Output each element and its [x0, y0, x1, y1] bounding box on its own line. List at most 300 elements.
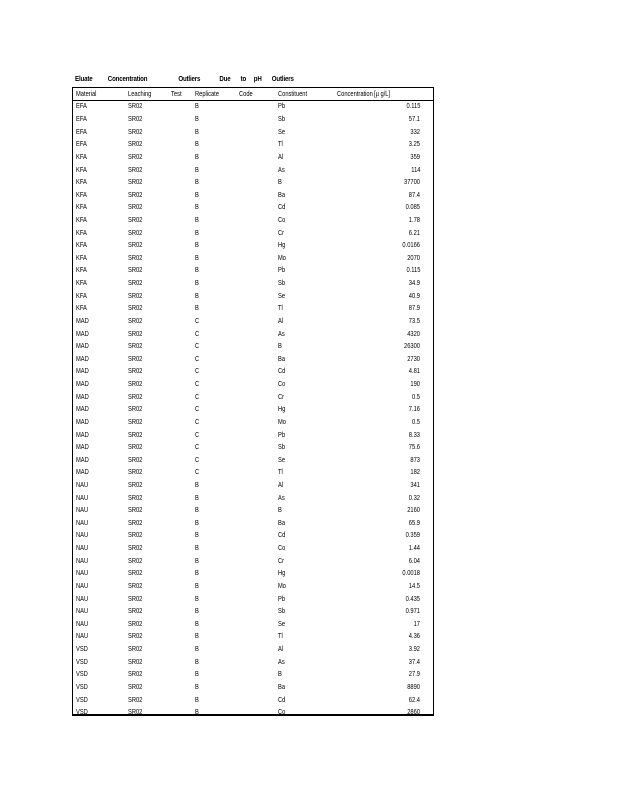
- cell-constituent: Tl: [278, 631, 283, 641]
- table-row: [73, 529, 433, 542]
- cell-material: NAU: [76, 631, 89, 641]
- cell-constituent: As: [278, 164, 285, 174]
- cell-constituent: Se: [278, 454, 286, 464]
- cell-constituent: Se: [278, 290, 286, 300]
- cell-constituent: Se: [278, 618, 286, 628]
- cell-concentration: 37700: [404, 177, 420, 187]
- cell-replicate: B: [195, 214, 199, 224]
- cell-concentration: 2160: [407, 505, 420, 515]
- cell-constituent: Al: [278, 315, 284, 325]
- cell-replicate: B: [195, 530, 199, 540]
- cell-material: NAU: [76, 618, 89, 628]
- cell-replicate: C: [195, 404, 200, 414]
- table-row: [73, 593, 433, 606]
- cell-constituent: Al: [278, 644, 284, 654]
- cell-concentration: 0.5: [412, 416, 420, 426]
- cell-replicate: C: [195, 416, 200, 426]
- cell-constituent: Pb: [278, 101, 286, 111]
- cell-concentration: 0.0166: [402, 240, 420, 250]
- cell-replicate: B: [195, 278, 199, 288]
- cell-material: NAU: [76, 517, 89, 527]
- cell-leaching-test: SR02: [128, 530, 143, 540]
- cell-concentration: 6.21: [408, 227, 420, 237]
- cell-leaching-test: SR02: [128, 391, 143, 401]
- cell-concentration: 4320: [407, 328, 420, 338]
- cell-leaching-test: SR02: [128, 454, 143, 464]
- cell-material: NAU: [76, 505, 89, 515]
- cell-concentration: 182: [410, 467, 420, 477]
- cell-concentration: 0.0018: [402, 568, 420, 578]
- cell-constituent: Mo: [278, 416, 286, 426]
- cell-material: KFA: [76, 240, 87, 250]
- table-row: [73, 580, 433, 593]
- cell-replicate: C: [195, 442, 200, 452]
- cell-replicate: B: [195, 656, 199, 666]
- table-row: [73, 214, 433, 227]
- cell-replicate: B: [195, 303, 199, 313]
- table-row: [73, 227, 433, 240]
- cell-material: KFA: [76, 202, 87, 212]
- table-row: [73, 201, 433, 214]
- cell-replicate: B: [195, 543, 199, 553]
- cell-material: KFA: [76, 303, 87, 313]
- cell-replicate: B: [195, 265, 199, 275]
- cell-material: NAU: [76, 593, 89, 603]
- cell-constituent: As: [278, 328, 285, 338]
- cell-leaching-test: SR02: [128, 442, 143, 452]
- cell-material: KFA: [76, 189, 87, 199]
- cell-leaching-test: SR02: [128, 656, 143, 666]
- cell-replicate: B: [195, 606, 199, 616]
- cell-material: KFA: [76, 290, 87, 300]
- table-row: [73, 277, 433, 290]
- table-row: [73, 429, 433, 442]
- table-row: [73, 315, 433, 328]
- table-row: [73, 365, 433, 378]
- cell-leaching-test: SR02: [128, 240, 143, 250]
- cell-concentration: 359: [410, 151, 420, 161]
- cell-material: KFA: [76, 278, 87, 288]
- title-to: to: [240, 74, 247, 83]
- cell-leaching-test: SR02: [128, 543, 143, 553]
- cell-material: MAD: [76, 366, 89, 376]
- cell-leaching-test: SR02: [128, 114, 143, 124]
- table-row: [73, 176, 433, 189]
- cell-replicate: B: [195, 669, 199, 679]
- cell-material: MAD: [76, 442, 89, 452]
- cell-concentration: 0.32: [408, 492, 420, 502]
- cell-leaching-test: SR02: [128, 353, 143, 363]
- cell-material: NAU: [76, 480, 89, 489]
- table-row: [73, 113, 433, 126]
- cell-leaching-test: SR02: [128, 618, 143, 628]
- table-row: [73, 151, 433, 164]
- cell-leaching-test: SR02: [128, 517, 143, 527]
- cell-replicate: B: [195, 151, 199, 161]
- table-row: [73, 239, 433, 252]
- cell-material: VSD: [76, 694, 88, 704]
- cell-constituent: Mo: [278, 252, 286, 262]
- cell-concentration: 4.81: [408, 366, 420, 376]
- cell-constituent: Pb: [278, 429, 286, 439]
- table-row: [73, 302, 433, 315]
- table-row: [73, 416, 433, 429]
- table-row: [73, 555, 433, 568]
- cell-material: EFA: [76, 114, 87, 124]
- cell-concentration: 2730: [407, 353, 420, 363]
- cell-material: MAD: [76, 429, 89, 439]
- cell-leaching-test: SR02: [128, 366, 143, 376]
- cell-material: KFA: [76, 177, 87, 187]
- cell-replicate: C: [195, 454, 200, 464]
- table-row: [73, 542, 433, 555]
- cell-replicate: C: [195, 379, 200, 389]
- cell-leaching-test: SR02: [128, 303, 143, 313]
- cell-material: KFA: [76, 252, 87, 262]
- cell-material: MAD: [76, 341, 89, 351]
- cell-constituent: Cd: [278, 530, 286, 540]
- cell-leaching-test: SR02: [128, 429, 143, 439]
- cell-replicate: C: [195, 391, 200, 401]
- header-replicate: Replicate: [195, 89, 219, 98]
- cell-leaching-test: SR02: [128, 227, 143, 237]
- cell-constituent: Cr: [278, 555, 285, 565]
- cell-concentration: 873: [410, 454, 420, 464]
- cell-constituent: B: [278, 669, 282, 679]
- cell-concentration: 332: [410, 126, 420, 136]
- cell-material: MAD: [76, 416, 89, 426]
- cell-replicate: B: [195, 252, 199, 262]
- cell-material: KFA: [76, 227, 87, 237]
- cell-leaching-test: SR02: [128, 694, 143, 704]
- cell-concentration: 8890: [407, 681, 420, 691]
- table-row: [73, 504, 433, 517]
- cell-concentration: 14.5: [408, 580, 420, 590]
- table-row: [73, 706, 433, 719]
- cell-concentration: 190: [410, 379, 420, 389]
- table-row: [73, 189, 433, 202]
- cell-leaching-test: SR02: [128, 681, 143, 691]
- cell-constituent: Tl: [278, 139, 283, 149]
- cell-leaching-test: SR02: [128, 315, 143, 325]
- title-ph: pH: [253, 74, 262, 83]
- cell-concentration: 2860: [407, 707, 420, 717]
- cell-replicate: B: [195, 177, 199, 187]
- cell-concentration: 2070: [407, 252, 420, 262]
- cell-replicate: B: [195, 227, 199, 237]
- cell-replicate: B: [195, 631, 199, 641]
- cell-replicate: B: [195, 644, 199, 654]
- cell-leaching-test: SR02: [128, 379, 143, 389]
- cell-concentration: 1.78: [408, 214, 420, 224]
- cell-constituent: Cr: [278, 391, 285, 401]
- cell-material: MAD: [76, 467, 89, 477]
- table-row: [73, 630, 433, 643]
- cell-replicate: B: [195, 618, 199, 628]
- table-row: [73, 479, 433, 492]
- cell-constituent: Sb: [278, 278, 286, 288]
- cell-concentration: 0.115: [406, 101, 420, 111]
- cell-constituent: Co: [278, 214, 286, 224]
- cell-replicate: B: [195, 101, 199, 111]
- cell-material: MAD: [76, 315, 89, 325]
- cell-replicate: C: [195, 366, 200, 376]
- table-row: [73, 681, 433, 694]
- cell-concentration: 57.1: [408, 114, 420, 124]
- cell-concentration: 65.9: [408, 517, 420, 527]
- cell-constituent: Al: [278, 151, 284, 161]
- cell-leaching-test: SR02: [128, 492, 143, 502]
- title-due: Due: [219, 74, 231, 83]
- title-outliers: Outliers: [178, 74, 201, 83]
- table-row: [73, 643, 433, 656]
- cell-replicate: B: [195, 505, 199, 515]
- cell-leaching-test: SR02: [128, 189, 143, 199]
- cell-material: MAD: [76, 404, 89, 414]
- cell-constituent: Ba: [278, 681, 286, 691]
- cell-replicate: B: [195, 492, 199, 502]
- cell-replicate: C: [195, 429, 200, 439]
- cell-concentration: 0.435: [405, 593, 420, 603]
- cell-material: VSD: [76, 656, 88, 666]
- cell-leaching-test: SR02: [128, 644, 143, 654]
- cell-concentration: 4.36: [408, 631, 420, 641]
- cell-constituent: Hg: [278, 240, 286, 250]
- cell-concentration: 40.9: [408, 290, 420, 300]
- cell-leaching-test: SR02: [128, 555, 143, 565]
- cell-constituent: B: [278, 505, 282, 515]
- table-row: [73, 100, 433, 113]
- cell-constituent: B: [278, 177, 282, 187]
- cell-material: MAD: [76, 353, 89, 363]
- cell-concentration: 114: [410, 164, 420, 174]
- cell-constituent: Tl: [278, 303, 283, 313]
- table-row: [73, 454, 433, 467]
- cell-constituent: Sb: [278, 442, 286, 452]
- cell-concentration: 0.359: [405, 530, 420, 540]
- cell-material: NAU: [76, 568, 89, 578]
- cell-replicate: B: [195, 517, 199, 527]
- cell-leaching-test: SR02: [128, 480, 143, 489]
- cell-replicate: B: [195, 681, 199, 691]
- cell-leaching-test: SR02: [128, 214, 143, 224]
- cell-constituent: Tl: [278, 467, 283, 477]
- cell-concentration: 0.971: [405, 606, 420, 616]
- cell-replicate: B: [195, 480, 199, 489]
- table-row: [73, 605, 433, 618]
- cell-constituent: Pb: [278, 265, 286, 275]
- cell-constituent: Al: [278, 480, 284, 489]
- header-test: Test: [171, 89, 182, 98]
- cell-leaching-test: SR02: [128, 126, 143, 136]
- cell-replicate: B: [195, 593, 199, 603]
- table-row: [73, 656, 433, 669]
- cell-concentration: 0.085: [405, 202, 420, 212]
- cell-replicate: B: [195, 139, 199, 149]
- cell-leaching-test: SR02: [128, 290, 143, 300]
- header-leaching: Leaching: [128, 89, 152, 98]
- title-concentration: Concentration: [107, 74, 148, 83]
- cell-replicate: B: [195, 290, 199, 300]
- cell-constituent: Ba: [278, 353, 286, 363]
- cell-leaching-test: SR02: [128, 139, 143, 149]
- table-row: [73, 466, 433, 479]
- header-unit: [µ g/L]: [374, 89, 391, 98]
- cell-material: NAU: [76, 606, 89, 616]
- cell-concentration: 62.4: [408, 694, 420, 704]
- cell-replicate: B: [195, 114, 199, 124]
- cell-concentration: 341: [410, 480, 420, 489]
- cell-constituent: Hg: [278, 568, 286, 578]
- cell-concentration: 6.04: [408, 555, 420, 565]
- cell-leaching-test: SR02: [128, 151, 143, 161]
- cell-leaching-test: SR02: [128, 202, 143, 212]
- table-row: [73, 264, 433, 277]
- cell-concentration: 1.44: [408, 543, 420, 553]
- cell-constituent: Cd: [278, 694, 286, 704]
- cell-leaching-test: SR02: [128, 467, 143, 477]
- cell-constituent: Mo: [278, 580, 286, 590]
- cell-material: VSD: [76, 669, 88, 679]
- table-row: [73, 694, 433, 707]
- cell-material: VSD: [76, 644, 88, 654]
- cell-concentration: 87.4: [408, 189, 420, 199]
- cell-material: KFA: [76, 265, 87, 275]
- cell-replicate: C: [195, 328, 200, 338]
- cell-leaching-test: SR02: [128, 328, 143, 338]
- table-row: [73, 403, 433, 416]
- table-row: [73, 441, 433, 454]
- cell-replicate: C: [195, 353, 200, 363]
- cell-concentration: 26300: [404, 341, 420, 351]
- cell-concentration: 0.115: [406, 265, 420, 275]
- cell-constituent: Cd: [278, 366, 286, 376]
- cell-concentration: 3.92: [408, 644, 420, 654]
- table-row: [73, 492, 433, 505]
- header-code: Code: [239, 89, 253, 98]
- cell-constituent: Co: [278, 379, 286, 389]
- cell-material: NAU: [76, 543, 89, 553]
- cell-leaching-test: SR02: [128, 669, 143, 679]
- cell-constituent: As: [278, 656, 285, 666]
- cell-replicate: C: [195, 315, 200, 325]
- cell-leaching-test: SR02: [128, 707, 143, 717]
- cell-replicate: B: [195, 164, 199, 174]
- cell-constituent: Ba: [278, 517, 286, 527]
- cell-concentration: 3.25: [408, 139, 420, 149]
- table-row: [73, 391, 433, 404]
- cell-material: VSD: [76, 707, 88, 717]
- table-row: [73, 164, 433, 177]
- cell-leaching-test: SR02: [128, 101, 143, 111]
- table-row: [73, 138, 433, 151]
- table-row: [73, 252, 433, 265]
- cell-concentration: 34.9: [408, 278, 420, 288]
- cell-constituent: Ba: [278, 189, 286, 199]
- cell-replicate: B: [195, 240, 199, 250]
- cell-leaching-test: SR02: [128, 580, 143, 590]
- cell-constituent: Cr: [278, 227, 285, 237]
- table-row: [73, 126, 433, 139]
- cell-constituent: As: [278, 492, 285, 502]
- table-row: [73, 517, 433, 530]
- cell-concentration: 17: [413, 618, 420, 628]
- cell-material: MAD: [76, 391, 89, 401]
- table-row: [73, 668, 433, 681]
- cell-leaching-test: SR02: [128, 278, 143, 288]
- cell-replicate: C: [195, 341, 200, 351]
- cell-constituent: Se: [278, 126, 286, 136]
- data-table: [72, 87, 434, 716]
- cell-concentration: 75.6: [408, 442, 420, 452]
- cell-replicate: B: [195, 126, 199, 136]
- table-row: [73, 618, 433, 631]
- cell-material: NAU: [76, 530, 89, 540]
- header-material: Material: [76, 89, 97, 98]
- cell-replicate: B: [195, 189, 199, 199]
- cell-constituent: Co: [278, 543, 286, 553]
- cell-replicate: B: [195, 580, 199, 590]
- cell-concentration: 8.33: [408, 429, 420, 439]
- cell-constituent: Cd: [278, 202, 286, 212]
- table-row: [73, 328, 433, 341]
- table-row: [73, 567, 433, 580]
- cell-replicate: B: [195, 707, 199, 717]
- cell-leaching-test: SR02: [128, 505, 143, 515]
- cell-material: MAD: [76, 328, 89, 338]
- cell-material: EFA: [76, 101, 87, 111]
- table-header: [73, 88, 433, 101]
- cell-replicate: B: [195, 555, 199, 565]
- table-row: [73, 340, 433, 353]
- table-row: [73, 378, 433, 391]
- cell-constituent: Co: [278, 707, 286, 717]
- cell-leaching-test: SR02: [128, 341, 143, 351]
- cell-material: MAD: [76, 379, 89, 389]
- cell-concentration: 37.4: [408, 656, 420, 666]
- cell-replicate: B: [195, 202, 199, 212]
- cell-leaching-test: SR02: [128, 631, 143, 641]
- cell-material: EFA: [76, 139, 87, 149]
- cell-constituent: Hg: [278, 404, 286, 414]
- cell-leaching-test: SR02: [128, 416, 143, 426]
- cell-material: NAU: [76, 555, 89, 565]
- cell-concentration: 87.9: [408, 303, 420, 313]
- cell-material: KFA: [76, 164, 87, 174]
- cell-concentration: 7.16: [408, 404, 420, 414]
- cell-material: VSD: [76, 681, 88, 691]
- cell-concentration: 73.5: [408, 315, 420, 325]
- cell-leaching-test: SR02: [128, 164, 143, 174]
- cell-leaching-test: SR02: [128, 404, 143, 414]
- cell-replicate: B: [195, 568, 199, 578]
- cell-material: NAU: [76, 580, 89, 590]
- title-outliers-2: Outliers: [271, 74, 294, 83]
- cell-leaching-test: SR02: [128, 177, 143, 187]
- cell-leaching-test: SR02: [128, 606, 143, 616]
- header-constituent: Constituent: [278, 89, 308, 98]
- cell-constituent: Sb: [278, 114, 286, 124]
- cell-material: MAD: [76, 454, 89, 464]
- cell-concentration: 0.5: [412, 391, 420, 401]
- cell-replicate: B: [195, 694, 199, 704]
- cell-leaching-test: SR02: [128, 265, 143, 275]
- cell-leaching-test: SR02: [128, 252, 143, 262]
- cell-material: KFA: [76, 151, 87, 161]
- header-concentration: Concentration: [337, 89, 373, 98]
- cell-constituent: B: [278, 341, 282, 351]
- cell-leaching-test: SR02: [128, 593, 143, 603]
